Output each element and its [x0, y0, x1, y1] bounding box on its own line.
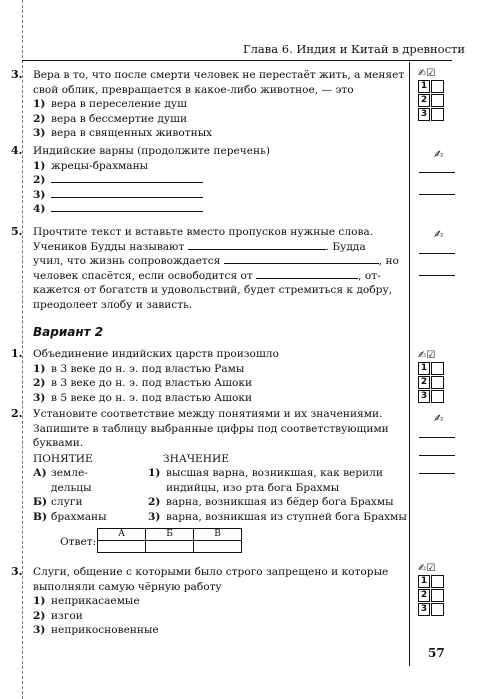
option-2: 2) изгои — [33, 609, 83, 622]
answer-line[interactable] — [419, 275, 455, 276]
box-number: 1 — [418, 80, 430, 93]
answer-line[interactable] — [419, 172, 455, 173]
checkbox-icon: ☑ — [426, 68, 436, 79]
fill-in-blank[interactable] — [256, 270, 358, 279]
answer-line[interactable] — [419, 437, 455, 438]
question-text: Прочтите текст и вставьте вместо пропусков нужные слова. — [33, 226, 374, 238]
answer-line[interactable] — [419, 253, 455, 254]
box-number: 1 — [418, 362, 430, 375]
box-number: 2 — [418, 94, 430, 107]
fill-in-blank[interactable] — [224, 255, 379, 264]
answer-line[interactable] — [419, 473, 455, 474]
fill-in-blank[interactable] — [51, 203, 203, 212]
answer-label: Ответ: — [60, 536, 97, 548]
margin-rule — [409, 62, 410, 666]
pencil-icon: ✍ — [434, 228, 444, 241]
option-2: 2) вера в бессмертие души — [33, 112, 188, 125]
box-number: 1 — [418, 575, 430, 588]
box-number: 3 — [418, 390, 430, 403]
variant-title: Вариант 2 — [33, 325, 104, 339]
question-text-line: Вера в то, что после смерти человек не перестаёт жить, а меняет — [33, 69, 405, 81]
answer-line[interactable] — [419, 194, 455, 195]
question-text-line: Установите соответствие между понятиями и их значениями. — [33, 408, 383, 420]
fill-in-blank[interactable] — [51, 174, 203, 183]
question-text-line: свой облик, превращается в какое-либо животное, — это — [33, 83, 354, 96]
question-text: Объединение индийских царств произошло — [33, 348, 279, 360]
answer-header-a: А — [98, 529, 146, 541]
answer-cell-a[interactable] — [98, 541, 146, 553]
fill-in-blank[interactable] — [51, 189, 203, 198]
header-rule — [22, 60, 452, 61]
question-number: 1. — [11, 347, 23, 360]
question-number: 3. — [11, 565, 23, 578]
concept-v: В) брахманы — [33, 511, 107, 523]
answer-checkbox-1[interactable] — [431, 80, 444, 93]
answer-boxes — [418, 68, 446, 122]
meaning-2: 2) варна, возникшая из бёдер бога Брахмы — [148, 496, 394, 508]
question-text-line: Слуги, общение с которыми было строго запрещено и которые — [33, 566, 389, 578]
question-text-line: выполняли самую чёрную работу — [33, 580, 222, 593]
option-2: 2) в 3 веке до н. э. под властью Ашоки — [33, 377, 253, 390]
pencil-icon: ✍ — [418, 563, 427, 574]
meaning-3: 3) варна, возникшая из ступней бога Брахмы — [148, 511, 407, 523]
option-1: 1) вера в переселение душ — [33, 98, 187, 111]
box-number: 3 — [418, 108, 430, 121]
item-1: 1) жрецы-брахманы — [33, 159, 149, 172]
answer-boxes — [418, 350, 446, 404]
option-1: 1) неприкасаемые — [33, 595, 140, 608]
answer-cell-b[interactable] — [146, 541, 194, 553]
item-2: 2) — [33, 173, 409, 188]
question-number: 5. — [11, 225, 23, 238]
answer-checkbox-1[interactable] — [431, 575, 444, 588]
answer-checkbox-1[interactable] — [431, 362, 444, 375]
answer-checkbox-3[interactable] — [431, 390, 444, 403]
answer-table — [97, 528, 242, 553]
checkbox-icon: ☑ — [426, 563, 436, 574]
answer-cell-v[interactable] — [194, 541, 242, 553]
answer-header-b: Б — [146, 529, 194, 541]
pencil-icon: ✍ — [418, 350, 427, 361]
option-3: 3) неприкосновенные — [33, 624, 159, 637]
option-3: 3) в 5 веке до н. э. под властью Ашоки — [33, 391, 253, 404]
pencil-icon: ✍ — [434, 412, 444, 425]
answer-checkbox-3[interactable] — [431, 108, 444, 121]
pencil-icon: ✍ — [418, 68, 427, 79]
answer-checkbox-2[interactable] — [431, 94, 444, 107]
answer-boxes — [418, 563, 446, 617]
question-text-line: буквами. — [33, 437, 84, 450]
box-number: 3 — [418, 603, 430, 616]
page-number: 57 — [428, 646, 445, 660]
item-3: 3) — [33, 188, 409, 203]
question-number: 4. — [11, 144, 23, 157]
meaning-1: 1) высшая варна, возникшая, как верили индийцы, изо рта бога Брахмы — [148, 467, 383, 494]
answer-checkbox-2[interactable] — [431, 376, 444, 389]
option-3: 3) вера в священных животных — [33, 127, 213, 140]
question-text-line: Запишите в таблицу выбранные цифры под соответствующими — [33, 422, 389, 435]
pencil-icon: ✍ — [434, 148, 444, 161]
fill-in-blank[interactable] — [188, 241, 326, 250]
page-header-title: Глава 6. Индия и Китай в древности — [243, 42, 466, 56]
question-text: Индийские варны (продолжите перечень) — [33, 145, 271, 157]
column-header-concept: ПОНЯТИЕ — [33, 453, 93, 465]
concept-a: А) земле- дельцы — [33, 467, 92, 494]
item-4: 4) — [33, 202, 409, 217]
question-number: 3. — [11, 68, 23, 81]
box-number: 2 — [418, 589, 430, 602]
option-1: 1) в 3 веке до н. э. под властью Рамы — [33, 362, 245, 375]
question-number: 2. — [11, 407, 23, 420]
answer-line[interactable] — [419, 455, 455, 456]
answer-header-v: В — [194, 529, 242, 541]
box-number: 2 — [418, 376, 430, 389]
answer-checkbox-3[interactable] — [431, 603, 444, 616]
checkbox-icon: ☑ — [426, 350, 436, 361]
concept-b: Б) слуги — [33, 496, 83, 508]
answer-checkbox-2[interactable] — [431, 589, 444, 602]
column-header-meaning: ЗНАЧЕНИЕ — [163, 453, 229, 465]
